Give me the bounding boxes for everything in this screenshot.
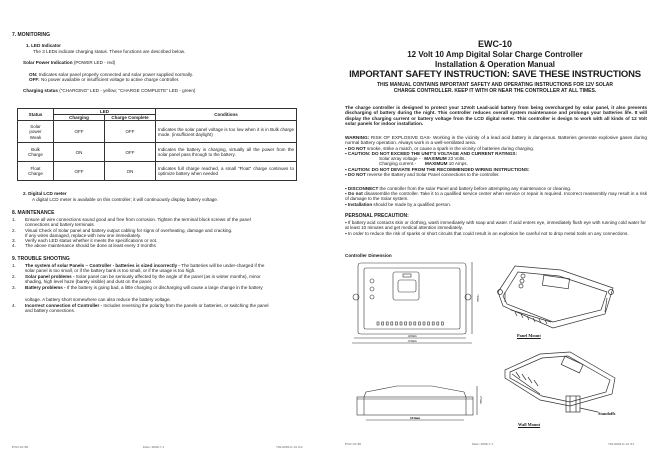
list-num: 4. <box>12 303 16 308</box>
list-item-rest: If the battery is going bad, a little charging or discharging will cause a large change in the battery <box>65 285 263 290</box>
lcd-screen <box>398 280 416 292</box>
lcd-bezel <box>393 272 419 300</box>
list-num: 3. <box>12 238 16 243</box>
outer-width-label: 133mm <box>407 339 417 343</box>
list-item <box>12 228 16 233</box>
list-num: 1. <box>12 263 16 268</box>
footer-doc-code: EWC10-B1 <box>345 442 362 446</box>
list-item-text: shading, high level haze (barely visible) and dust on the panel. <box>25 279 152 284</box>
list-item-text: Ensure all wire connections sound good and free from corrosion. Tighten the terminal block screws of the panel <box>25 217 251 222</box>
wall-mount-caption: Wall Mount <box>518 422 541 427</box>
bullet-bold: CAUTION: DO NOT DEVIATE FROM THE RECOMMENDED WIRING INSTRUCTIONS: <box>347 167 530 172</box>
led-1 <box>370 279 374 283</box>
standoffs-leader <box>580 408 598 412</box>
intro-paragraph: The charge controller is designed to protect your 12Volt Lead-acid battery from being overcharged by solar panel, it also prevents discharging of battery during the night. This controller reduces overall system maintenance and prolongs your batteries life. It will display the charging current or battery voltage from the LCD digital meter. This controller is design to work with all kinds of 12 Volt solar panels for indoor installation. <box>345 105 647 126</box>
wall-mount-outline <box>505 352 615 406</box>
bullet-item: ▪ CAUTION: DO NOT EXCEED THE UNIT'S VOLTAGE AND CURRENT RATINGS: <box>345 151 518 156</box>
on-text: Indicates solar panel properly connected and solar power supplied normally. <box>38 72 194 77</box>
bullet-bold: DISCONNECT <box>347 186 379 191</box>
bullet-item: ▪ DISCONNECT the controller from the solar Panel and battery before attempting any maintenance or cleaning. <box>345 186 572 191</box>
terminal-slot <box>395 322 397 325</box>
bullet-rest: smoke, strike a match, or cause a spark in the vicinity of batteries during charging. <box>365 146 535 151</box>
terminal-fins <box>512 372 540 394</box>
bullet-item: ▪ Do not disassemble the controller. Take it to a qualified service center when service or repair is required. Incorrect reassembly may result in a risk of damage to the Solar system. <box>345 191 647 202</box>
warning-paragraph <box>345 135 647 146</box>
rating-charging-current <box>379 161 468 166</box>
list-item-text: connections and battery terminals. <box>25 222 95 227</box>
inner-width-label: 120mm <box>407 334 417 338</box>
rating-value: 23 Volts. <box>447 156 466 161</box>
precaution-text: If battery acid contacts skin or clothing, wash immediately with soap and water. If acid enters eye, immediately flush eye with running cold water for at least 10 minutes and get medical attention immediately. <box>345 220 646 231</box>
model-title: EWC-10 <box>477 39 512 49</box>
footer-date: Date: 2006-7-1 <box>143 445 165 449</box>
terminal-slot <box>437 322 439 325</box>
bullet-bold: DO NOT <box>347 146 366 151</box>
section-heading-maintenance: 8. MAINTENANCE <box>12 210 55 216</box>
list-item-text: solar panel is too small, or if the battery bank is too small, or if the usage is too high. <box>25 268 196 273</box>
rating-label: Solar array voltage - <box>379 156 421 161</box>
led-indicator-heading: 1. LED Indicator <box>26 43 61 48</box>
safety-subheading-line1: THIS MANUAL CONTAINS IMPORTANT SAFETY AND OPERATING INSTRUCTIONS FOR 12V SOLAR <box>376 82 614 88</box>
footer-page-number: 702-000211-01 P.1 <box>608 442 635 446</box>
height-label: 72mm <box>476 294 480 302</box>
list-item-text: The above maintenance should be done at least every 3 months <box>25 243 156 248</box>
cell-charging: OFF <box>54 162 105 181</box>
off-description <box>29 77 179 82</box>
terminal-slot <box>441 322 443 325</box>
list-item-bold: Incorrect connection of Controller - <box>25 303 103 308</box>
bullet-bold: Do not <box>348 191 363 196</box>
terminal-slots <box>377 322 443 325</box>
cell-complete: OFF <box>105 121 156 143</box>
header-conditions: Conditions <box>156 109 297 121</box>
controller-dimension-heading: Controller Dimension <box>345 253 392 258</box>
side-view-drawing <box>352 385 482 425</box>
bullet-rest: reverse the Battery and Solar Panel connections to the controller. <box>365 172 500 177</box>
terminal-slot <box>400 322 402 325</box>
bullet-bold: CAUTION: DO NOT EXCEED THE UNIT'S VOLTAGE AND CURRENT RATINGS: <box>347 151 518 156</box>
personal-precaution-heading: PERSONAL PRECAUTION: <box>345 213 409 219</box>
precaution-item: ▪ In order to reduce the risk of sparks or short circuits that could result in an explosion be careful not to drop metal tools on any connections. <box>345 231 629 236</box>
table-row <box>18 162 297 181</box>
manual-title: Installation & Operation Manual <box>434 60 555 69</box>
list-item-bold: Solar panel problems - <box>25 274 75 279</box>
terminal-slot <box>382 322 384 325</box>
list-num: 1. <box>12 217 16 222</box>
safety-heading: IMPORTANT SAFETY INSTRUCTION: SAVE THESE INSTRUCTIONS <box>349 69 641 80</box>
list-item <box>12 217 16 222</box>
cell-complete: OFF <box>105 143 156 162</box>
front-view-drawing <box>352 262 482 344</box>
charging-label: Charging status <box>23 88 58 93</box>
product-subtitle: 12 Volt 10 Amp Digital Solar Charge Controller <box>407 50 583 59</box>
rating-value: 10 Amps. <box>448 161 468 166</box>
inner-housing <box>364 268 460 329</box>
table-row <box>18 143 297 162</box>
terminal-slot <box>409 322 411 325</box>
bullet-item: ▪ Installation should be made by a qualified person. <box>345 202 452 207</box>
section-heading-monitoring: 7. MONITORING <box>12 32 50 38</box>
list-item-rest: Solar panel can be seriously affected by the angle of the panel (as in winter months), minor <box>74 274 261 279</box>
side-width-label: 103mm <box>409 416 421 420</box>
list-num: 2. <box>12 228 16 233</box>
terminal-slot <box>432 322 434 325</box>
on-label: ON: <box>29 72 38 77</box>
led-status-table <box>17 108 297 181</box>
terminal-slot <box>418 322 420 325</box>
rating-label: Charging current - <box>379 161 417 166</box>
off-label: OFF: <box>29 77 40 82</box>
footer-date: Date: 2006-7-1 <box>472 442 494 446</box>
panel-mount-outline <box>498 266 613 328</box>
charging-note: ("CHARGING" LED - yellow; "CHARGE COMPLETE" LED - green) <box>59 88 196 93</box>
warning-text: RISK OF EXPLOSIVE GAS- Working in the vicinity of a lead acid battery is dangerous. Batteries generate explosive gases during normal battery operation. Always work in a well-ventilated area. <box>345 135 647 146</box>
cell-charging: OFF <box>54 121 105 143</box>
warning-label: WARNING: <box>345 135 370 140</box>
safety-subheading-line2: CHARGE CONTROLLER. KEEP IT WITH OR NEAR THE CONTROLLER AT ALL TIMES. <box>393 88 597 94</box>
list-item-bold: The system of solar Panels – Controller - batteries is sized incorrectly - <box>25 263 180 268</box>
terminal-ridges <box>511 310 551 324</box>
cell-condition: Indicates the solar panel voltage is too low when it is in Bulk charge mode. (insufficient daylight) <box>156 121 297 143</box>
panel-mount-drawing <box>493 262 618 330</box>
rating-max: MAXIMUM <box>424 156 447 161</box>
terminal-slot <box>405 322 407 325</box>
terminal-slot <box>391 322 393 325</box>
lcd-meter-text: A digital LCD meter is available on this controller; it will continuously display battery voltage. <box>32 197 219 202</box>
list-item-text: Verify each LED status whether it meets the specifications or not. <box>25 238 158 243</box>
cell-status: Bulk Charge <box>18 143 54 162</box>
led-3 <box>370 295 374 299</box>
table-row <box>18 121 297 143</box>
header-led: LED <box>54 109 156 115</box>
list-num: 2. <box>12 274 16 279</box>
bullet-bold: Installation <box>347 202 373 207</box>
solar-note: (POWER LED - red) <box>73 60 116 65</box>
header-charge-complete: Charge Complete <box>105 115 156 121</box>
cell-condition: Indicates full charge reached, a small "Float" charge continues to optimize battery when needed <box>156 162 297 181</box>
list-item-rest: The batteries will be under-charged if the <box>179 263 265 268</box>
bullet-rest: disassemble the controller. Take it to a qualified service center when service or repair is required. Incorrect reassembly may result in a risk of damage to the Solar system. <box>345 191 647 202</box>
list-item-bold: Battery problems - <box>25 285 66 290</box>
list-item-text: and battery connections. <box>25 308 76 313</box>
bullet-rest: the controller from the solar Panel and battery before attempting any maintenance or cleaning. <box>378 186 572 191</box>
bullet-item: ▪ CAUTION: DO NOT DEVIATE FROM THE RECOMMENDED WIRING INSTRUCTIONS: <box>345 167 530 172</box>
terminal-slot <box>377 322 379 325</box>
list-item-text: Visual Check of Solar panel and battery output cabling for signs of overheating, damage and cracking. <box>25 228 233 233</box>
rating-max: MAXIMUM <box>424 161 448 166</box>
depth-label: 27mm <box>479 396 483 404</box>
list-num: 4. <box>12 243 16 248</box>
list-item-text: voltage. A battery short somewhere can also reduce the battery voltage. <box>25 297 171 302</box>
solar-power-indication <box>23 60 115 65</box>
lcd-meter-heading: 2. Digital LCD meter <box>23 191 67 196</box>
off-text: No power available or insufficient voltage to active charge controller. <box>41 77 180 82</box>
footer-page-number: 702-000211-01 P.4 <box>276 445 303 449</box>
footer-doc-code: EWC10-B1 <box>12 445 29 449</box>
charging-status <box>23 88 195 93</box>
lcd-label <box>403 274 411 277</box>
led-2 <box>370 287 374 291</box>
led-indicator-text: The 3 LEDs indicate charging status. These functions are described below. <box>33 49 186 54</box>
side-top-profile <box>364 386 466 397</box>
panel-mount-caption: Panel Mount <box>517 333 541 338</box>
panel-lcd <box>542 275 569 289</box>
terminal-slot <box>423 322 425 325</box>
cell-charging: ON <box>54 143 105 162</box>
list-num: 3. <box>12 285 16 290</box>
list-item <box>12 243 16 248</box>
section-heading-trouble-shooting: 9. TROUBLE SHOOTING <box>12 256 70 262</box>
side-body <box>357 397 473 415</box>
terminal-slot <box>428 322 430 325</box>
standoffs-caption: Standoffs <box>598 411 616 416</box>
bullet-rest: should be made by a qualified person. <box>372 202 452 207</box>
cell-complete: ON <box>105 162 156 181</box>
header-status: Status <box>18 109 54 121</box>
list-item-text: If any wires damaged, replace with new one immediately. <box>25 233 142 238</box>
terminal-slot <box>386 322 388 325</box>
outer-housing <box>358 263 466 334</box>
list-item-rest: Includes reversing the polarity from the panels or batteries, or switching the panel <box>102 303 269 308</box>
precaution-text: In order to reduce the risk of sparks or short circuits that could result in an explosion be careful not to drop metal tools on any connections. <box>347 231 629 236</box>
cell-status: Float Charge <box>18 162 54 181</box>
header-charging: Charging <box>54 115 105 121</box>
bullet-item: ▪ DO NOT smoke, strike a match, or cause a spark in the vicinity of batteries during charging. <box>345 146 535 151</box>
precaution-item: ▪ If battery acid contacts skin or clothing, wash immediately with soap and water. If acid enters eye, immediately flush eye with running cold water for at least 10 minutes and get medical attention immediately. <box>345 220 646 231</box>
bullet-bold: DO NOT <box>347 172 366 177</box>
solar-label: Solar Power Indication <box>23 60 73 65</box>
cell-condition: Indicates the battery is charging, virtually all the power from the solar panel pass through to the battery. <box>156 143 297 162</box>
bullet-item: ▪ DO NOT reverse the Battery and Solar Panel connections to the controller. <box>345 172 500 177</box>
terminal-slot <box>414 322 416 325</box>
cell-status: Solar power Weak <box>18 121 54 143</box>
list-item-text <box>25 285 263 290</box>
